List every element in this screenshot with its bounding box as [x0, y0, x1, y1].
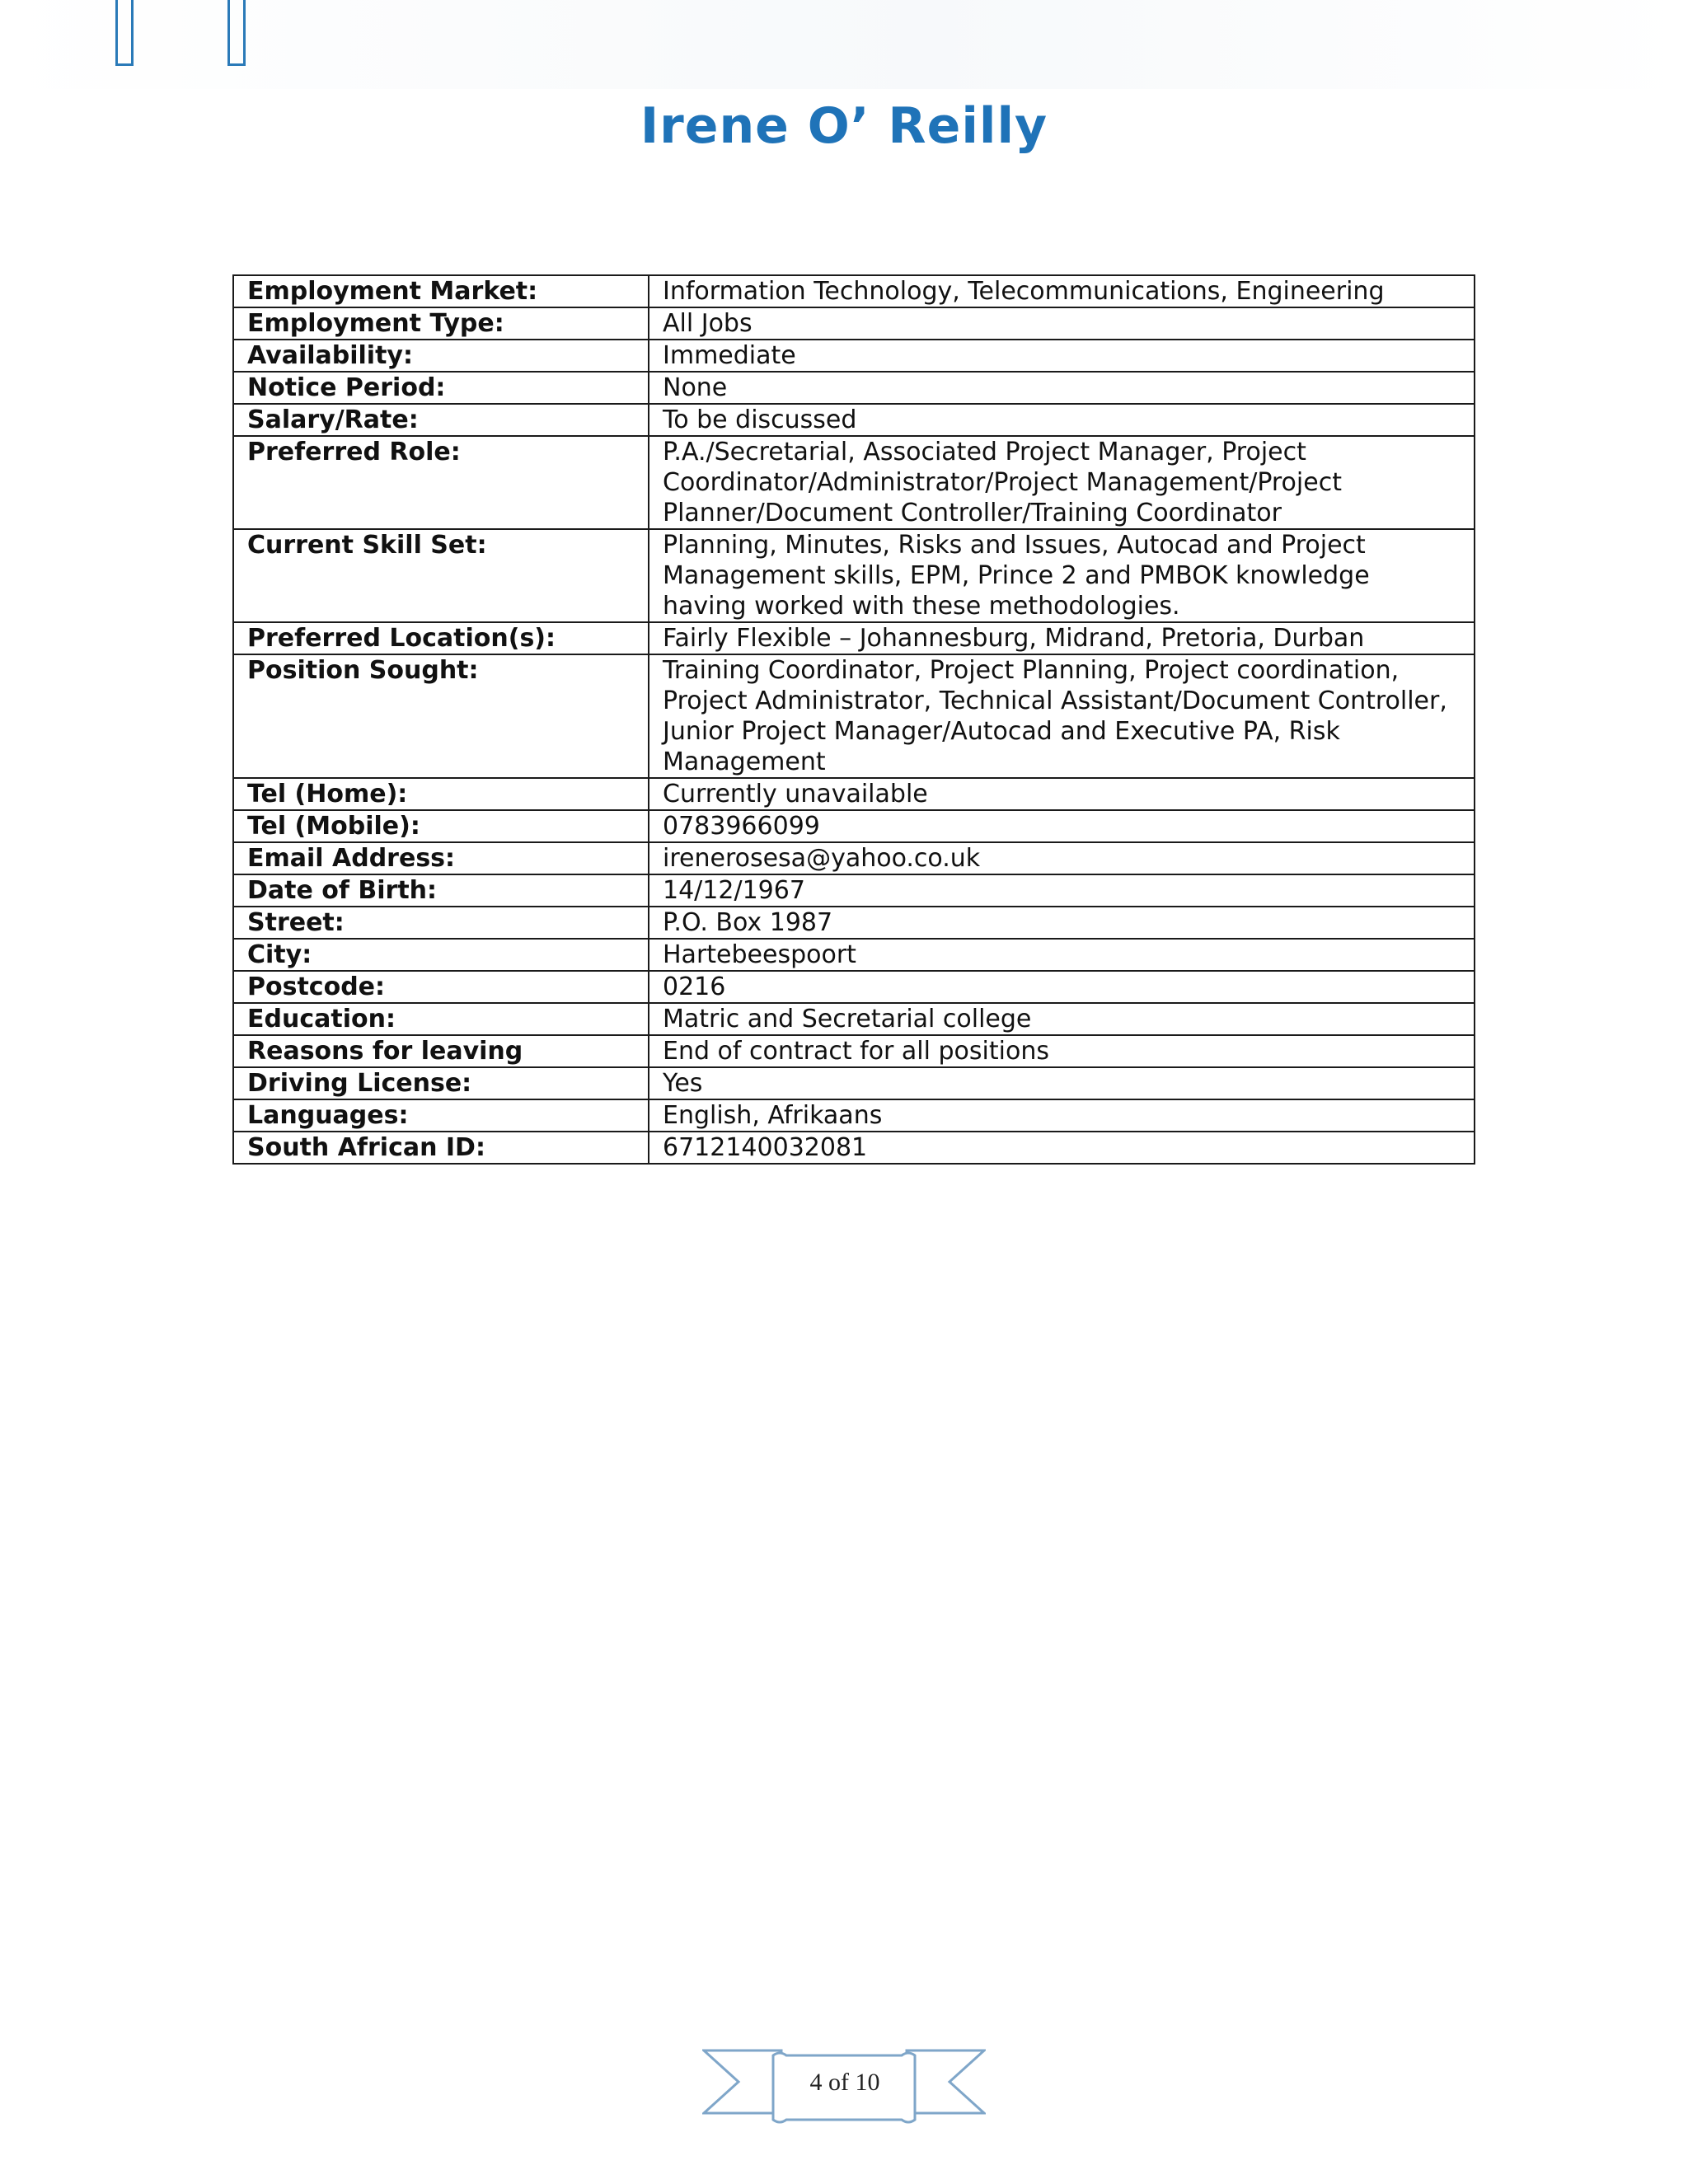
row-label: Postcode: [233, 971, 649, 1003]
row-label: Education: [233, 1003, 649, 1035]
row-label: Notice Period: [233, 372, 649, 404]
row-value: None [649, 372, 1475, 404]
table-row [233, 1035, 1475, 1067]
table-row [233, 874, 1475, 907]
table-row [233, 372, 1475, 404]
header-decoration-bar-right [227, 0, 246, 66]
row-label: Tel (Mobile): [233, 810, 649, 842]
row-value: 0783966099 [649, 810, 1475, 842]
table-row [233, 1099, 1475, 1132]
row-value: Yes [649, 1067, 1475, 1099]
row-label: City: [233, 939, 649, 971]
row-value: All Jobs [649, 307, 1475, 340]
row-label: Position Sought: [233, 654, 649, 778]
row-label: Salary/Rate: [233, 404, 649, 436]
page-number: 4 of 10 [809, 2069, 880, 2096]
table-row [233, 1067, 1475, 1099]
row-label: Availability: [233, 340, 649, 372]
table-row [233, 1003, 1475, 1035]
row-value: Information Technology, Telecommunications, Engineering [649, 275, 1475, 307]
row-value: Matric and Secretarial college [649, 1003, 1475, 1035]
row-label: Preferred Location(s): [233, 622, 649, 654]
table-row [233, 939, 1475, 971]
table-row [233, 654, 1475, 778]
row-value: 6712140032081 [649, 1132, 1475, 1164]
row-value: P.O. Box 1987 [649, 907, 1475, 939]
table-row [233, 778, 1475, 810]
table-row [233, 307, 1475, 340]
row-value: Fairly Flexible – Johannesburg, Midrand, Pretoria, Durban [649, 622, 1475, 654]
row-label: Street: [233, 907, 649, 939]
row-value: English, Afrikaans [649, 1099, 1475, 1132]
row-value: To be discussed [649, 404, 1475, 436]
row-value: Planning, Minutes, Risks and Issues, Autocad and Project Management skills, EPM, Prince 2 and PMBOK knowledge having worked with these methodologies. [649, 529, 1475, 622]
table-row [233, 842, 1475, 874]
row-value: Immediate [649, 340, 1475, 372]
row-value: Hartebeespoort [649, 939, 1475, 971]
header-band [0, 0, 1688, 89]
table-row [233, 622, 1475, 654]
row-value: 14/12/1967 [649, 874, 1475, 907]
table-row [233, 340, 1475, 372]
table-row [233, 436, 1475, 529]
table-row [233, 404, 1475, 436]
row-label: Date of Birth: [233, 874, 649, 907]
row-label: Driving License: [233, 1067, 649, 1099]
row-value: Training Coordinator, Project Planning, Project coordination, Project Administrator, Technical Assistant/Document Controller, Junior Project Manager/Autocad and Executive PA, Risk Management [649, 654, 1475, 778]
row-value: End of contract for all positions [649, 1035, 1475, 1067]
row-label: Tel (Home): [233, 778, 649, 810]
row-value: Currently unavailable [649, 778, 1475, 810]
row-label: Employment Type: [233, 307, 649, 340]
row-value: irenerosesa@yahoo.co.uk [649, 842, 1475, 874]
candidate-profile-table [232, 274, 1475, 1165]
table-row [233, 907, 1475, 939]
row-label: Current Skill Set: [233, 529, 649, 622]
table-row [233, 971, 1475, 1003]
table-row [233, 1132, 1475, 1164]
row-label: Languages: [233, 1099, 649, 1132]
row-label: South African ID: [233, 1132, 649, 1164]
table-row [233, 275, 1475, 307]
row-label: Employment Market: [233, 275, 649, 307]
table-row [233, 529, 1475, 622]
page-title: Irene O’ Reilly [640, 97, 1048, 155]
table-row [233, 810, 1475, 842]
row-value: 0216 [649, 971, 1475, 1003]
row-value: P.A./Secretarial, Associated Project Manager, Project Coordinator/Administrator/Project Management/Project Planner/Document Controller/Training Coordinator [649, 436, 1475, 529]
row-label: Preferred Role: [233, 436, 649, 529]
header-decoration-bar-left [115, 0, 134, 66]
row-label: Reasons for leaving [233, 1035, 649, 1067]
row-label: Email Address: [233, 842, 649, 874]
